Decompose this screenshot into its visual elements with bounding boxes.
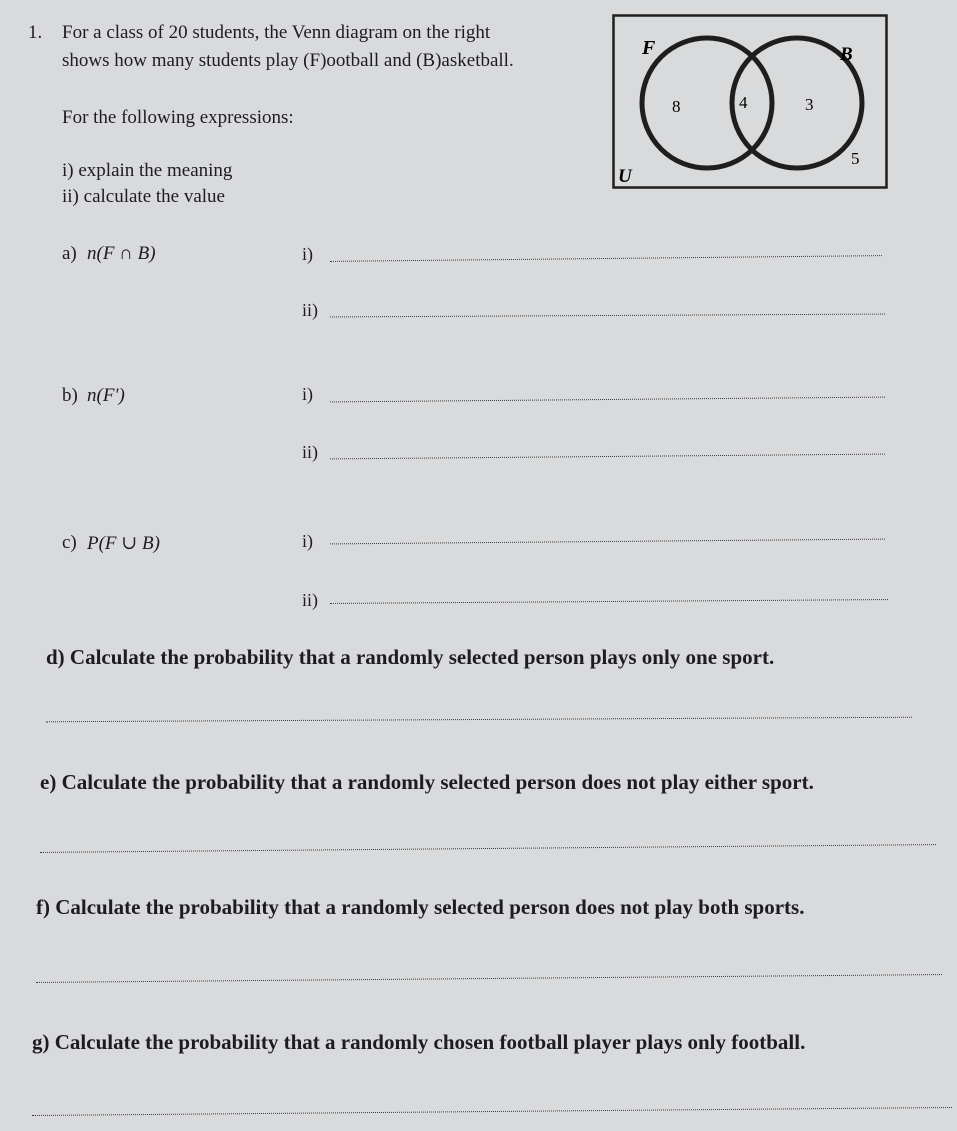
intro-line-1: For a class of 20 students, the Venn diagram on the right [62, 22, 491, 43]
part-b-label: b) [62, 385, 78, 406]
part-b-ii-label: ii) [302, 442, 318, 462]
part-b-ii-answer-line[interactable] [330, 454, 885, 460]
step-i-text: i) explain the meaning [62, 160, 233, 181]
value-neither: 5 [851, 149, 860, 168]
for-following-text: For the following expressions: [62, 107, 294, 128]
value-both: 4 [739, 93, 748, 112]
part-a-ii-label: ii) [302, 300, 318, 320]
set-label-f: F [642, 37, 656, 59]
part-c-expression: P(F ∪ B) [87, 533, 160, 554]
part-c-label: c) [62, 532, 77, 553]
part-d-text: d) Calculate the probability that a randomly selected person plays only one sport. [46, 645, 775, 669]
part-b-expression: n(F') [87, 385, 125, 406]
part-f-answer-line[interactable] [36, 974, 942, 983]
universe-label: U [618, 166, 632, 187]
question-number: 1. [28, 22, 43, 43]
part-a-expression: n(F ∩ B) [87, 243, 156, 264]
part-a-label: a) [62, 243, 77, 264]
part-e-answer-line[interactable] [40, 844, 936, 853]
part-b-i-answer-line[interactable] [330, 397, 885, 403]
part-c-i-answer-line[interactable] [330, 539, 885, 545]
part-a-i-label: i) [302, 244, 313, 264]
step-ii-text: ii) calculate the value [62, 186, 225, 207]
part-a-ii-answer-line[interactable] [330, 314, 885, 318]
set-label-b: B [840, 44, 853, 65]
part-e-text: e) Calculate the probability that a randomly selected person does not play either sport. [40, 770, 814, 794]
value-only-f: 8 [672, 97, 681, 116]
part-g-answer-line[interactable] [32, 1107, 952, 1116]
part-c-ii-label: ii) [302, 590, 318, 610]
part-b-i-label: i) [302, 384, 313, 404]
intro-line-2: shows how many students play (F)ootball and (B)asketball. [62, 50, 514, 71]
part-f-text: f) Calculate the probability that a randomly selected person does not play both sports. [36, 895, 805, 919]
venn-diagram [612, 14, 888, 189]
part-c-ii-answer-line[interactable] [330, 599, 888, 604]
value-only-b: 3 [805, 95, 814, 114]
part-c-i-label: i) [302, 531, 313, 551]
part-a-i-answer-line[interactable] [330, 255, 882, 262]
part-g-text: g) Calculate the probability that a randomly chosen football player plays only football. [32, 1030, 806, 1054]
part-d-answer-line[interactable] [46, 717, 912, 723]
